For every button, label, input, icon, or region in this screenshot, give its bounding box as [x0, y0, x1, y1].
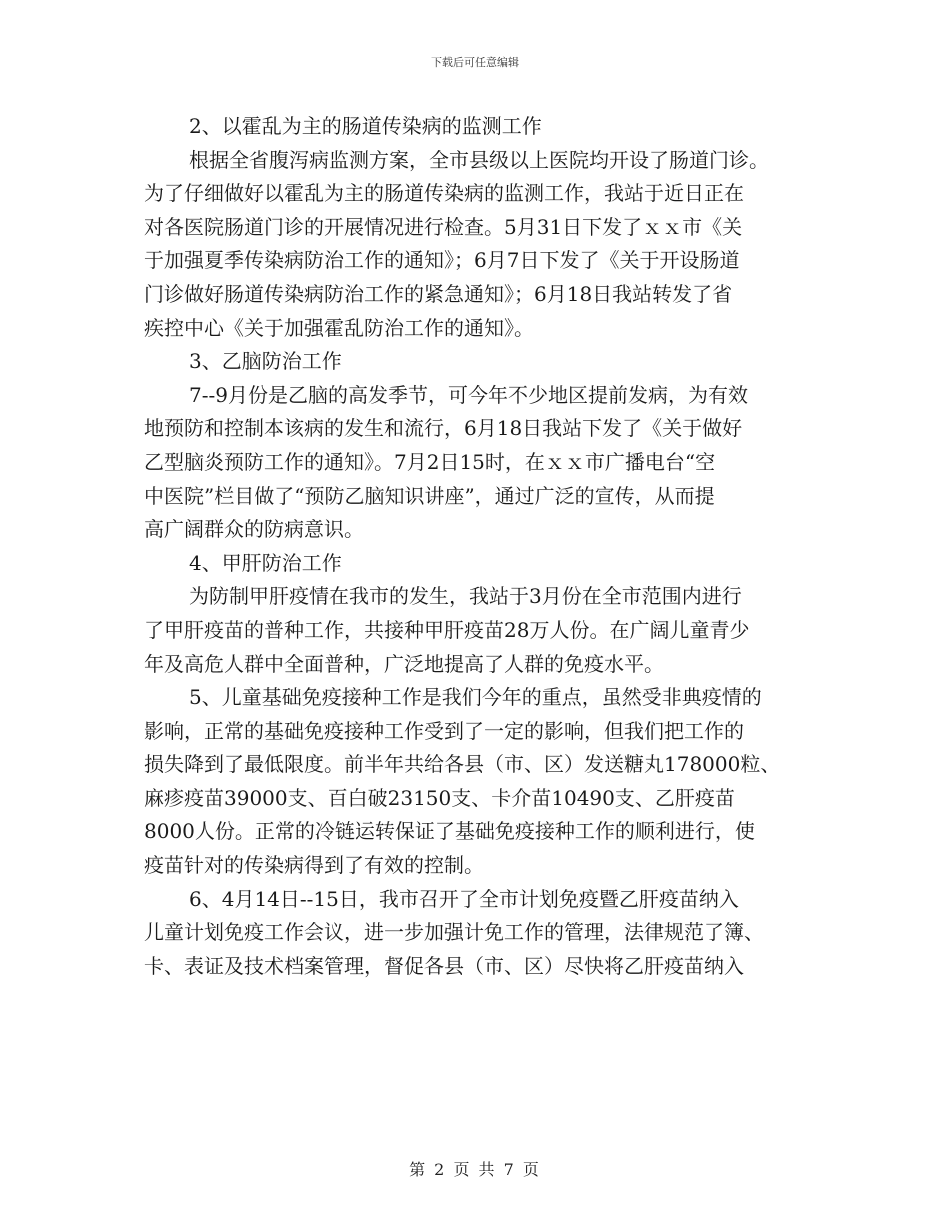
text-line: 5、儿童基础免疫接种工作是我们今年的重点，虽然受非典疫情的 — [189, 685, 762, 710]
text-line: 损失降到了最低限度。前半年共给各县（市、区）发送糖丸178000粒、 — [144, 752, 781, 777]
text-line: 影响，正常的基础免疫接种工作受到了一定的影响，但我们把工作的 — [144, 718, 744, 743]
text-line: 乙型脑炎预防工作的通知》。7月2日15时，在ｘｘ市广播电台“空 — [144, 449, 716, 474]
text-line: 疾控中心《关于加强霍乱防治工作的通知》。 — [144, 315, 534, 340]
text-line: 儿童计划免疫工作会议，进一步加强计免工作的管理，法律规范了簿、 — [144, 920, 764, 945]
text-line: 为防制甲肝疫情在我市的发生，我站于3月份在全市范围内进行 — [189, 584, 742, 609]
text-line: 地预防和控制本该病的发生和流行，6月18日我站下发了《关于做好 — [144, 416, 743, 441]
text-line: 2、以霍乱为主的肠道传染病的监测工作 — [189, 114, 542, 138]
text-line: 根据全省腹泻病监测方案，全市县级以上医院均开设了肠道门诊。 — [189, 147, 769, 172]
text-line: 麻疹疫苗39000支、百白破23150支、卡介苗10490支、乙肝疫苗 — [144, 785, 735, 810]
text-line: 为了仔细做好以霍乱为主的肠道传染病的监测工作，我站于近日正在 — [144, 181, 744, 206]
text-line: 高广阔群众的防病意识。 — [144, 517, 364, 542]
text-line: 门诊做好肠道传染病防治工作的紧急通知》；6月18日我站转发了省 — [144, 281, 733, 306]
text-line: 了甲肝疫苗的普种工作，共接种甲肝疫苗28万人份。在广阔儿童青少 — [144, 617, 750, 642]
text-line: 4、甲肝防治工作 — [189, 550, 342, 575]
text-line: 7--9月份是乙脑的高发季节，可今年不少地区提前发病，为有效 — [189, 382, 748, 407]
text-line: 6、4月14日--15日，我市召开了全市计划免疫暨乙肝疫苗纳入 — [189, 886, 739, 911]
text-line: 卡、表证及技术档案管理，督促各县（市、区）尽快将乙肝疫苗纳入 — [144, 953, 744, 978]
text-line: 3、乙脑防治工作 — [189, 349, 342, 374]
text-line: 中医院”栏目做了“预防乙脑知识讲座”，通过广泛的宣传，从而提 — [144, 483, 715, 508]
document-body — [144, 110, 816, 983]
text-line: 8000人份。正常的冷链运转保证了基础免疫接种工作的顺利进行，使 — [144, 819, 755, 844]
text-line: 对各医院肠道门诊的开展情况进行检查。5月31日下发了ｘｘ市《关 — [144, 214, 743, 239]
text-line: 疫苗针对的传染病得到了有效的控制。 — [144, 853, 484, 878]
text-line: 于加强夏季传染病防治工作的通知》；6月7日下发了《关于开设肠道 — [144, 248, 740, 273]
text-line: 年及高危人群中全面普种，广泛地提高了人群的免疫水平。 — [144, 651, 664, 676]
page-header-note: 下载后可任意编辑 — [431, 56, 519, 69]
page-number-footer: 第 2 页 共 7 页 — [409, 1160, 541, 1179]
